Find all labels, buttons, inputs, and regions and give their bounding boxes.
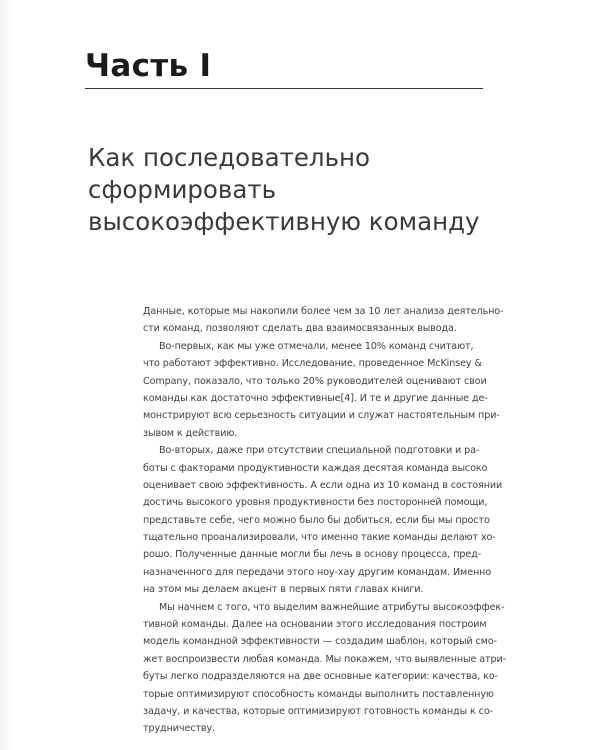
- text-line: сти команд, позволяют сделать два взаимосвязанных вывода.: [143, 323, 457, 335]
- text-line: Во-первых, как мы уже отмечали, менее 10% команд считают,: [159, 340, 474, 352]
- text-line: Данные, которые мы накопили более чем за 10 лет анализа деятельно-: [143, 306, 504, 317]
- chapter-title-line: сформировать: [88, 175, 277, 204]
- text-line: на этом мы делаем акцент в первых пяти главах книги.: [143, 584, 424, 596]
- text-line: команды как достаточно эффективные[4]. И те и другие данные де-: [143, 392, 488, 404]
- chapter-title: [88, 142, 548, 238]
- text-line: жет воспроизвести любая команда. Мы покажем, что выявленные атри-: [143, 653, 507, 665]
- text-line: оценивает свою эффективность. А если одна из 10 команд в состоянии: [143, 479, 503, 491]
- text-line: модель командной эффективности — создадим шаблон, который смо-: [143, 636, 497, 648]
- chapter-title-line: Как последовательно: [88, 143, 371, 172]
- text-line: задачу, и качества, которые оптимизируют готовность команды к со-: [143, 705, 493, 717]
- text-line: представьте себе, чего можно было бы добиться, если бы мы просто: [143, 514, 490, 526]
- text-line: тщательно проанализировали, что именно такие команды делают хо-: [143, 532, 496, 544]
- text-line: трудничеству.: [143, 723, 216, 735]
- text-line: Company, показало, что только 20% руководителей оценивают свои: [143, 375, 487, 387]
- text-line: торые оптимизируют способность команды выполнить поставленную: [143, 688, 494, 700]
- text-line: Во-вторых, даже при отсутствии специальной подготовки и ра-: [159, 445, 480, 457]
- text-line: монстрируют всю серьезность ситуации и служат настоятельным при-: [143, 410, 500, 422]
- body-text: [143, 303, 507, 738]
- text-line: назначенного для передачи этого ноу-хау другим командам. Именно: [143, 566, 492, 578]
- text-line: Мы начнем с того, что выделим важнейшие атрибуты высокоэффек-: [159, 601, 505, 613]
- title-divider: [85, 88, 483, 89]
- part-title: Часть I: [85, 48, 212, 84]
- text-line: буты легко подразделяются на две основные категории: качества, ко-: [143, 671, 499, 683]
- text-line: достичь высокого уровня продуктивности без посторонней помощи,: [143, 497, 488, 509]
- chapter-title-line: высокоэффективную команду: [88, 207, 480, 236]
- text-line: боты с факторами продуктивности каждая десятая команда высоко: [143, 462, 488, 474]
- text-line: что работают эффективно. Исследование, проведенное McKinsey &: [143, 358, 482, 370]
- text-line: тивной команды. Далее на основании этого исследования построим: [143, 619, 487, 631]
- text-line: зывом к действию.: [143, 427, 238, 439]
- text-line: рошо. Полученные данные могли бы лечь в основу процесса, пред-: [143, 549, 482, 561]
